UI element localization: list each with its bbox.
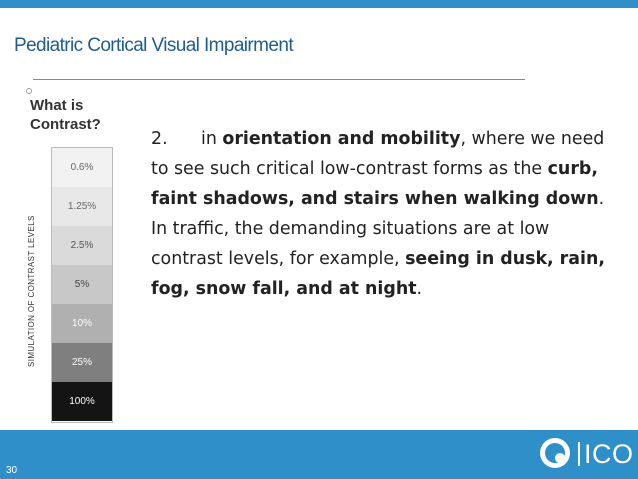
contrast-level: 10%: [52, 304, 112, 343]
body-text-segment: .: [416, 279, 423, 299]
list-number: 2.: [151, 129, 168, 149]
body-text-segment: , where we need to see such critical low-contrast forms as the: [151, 129, 605, 179]
logo-divider: [578, 442, 580, 466]
emphasis-conditions: seeing in dusk, rain, fog, snow fall, and at night: [151, 249, 605, 299]
contrast-level-strip: [51, 147, 113, 423]
body-text-segment: . In traffic, the demanding situations are at low contrast levels, for example,: [151, 189, 605, 269]
contrast-level: 25%: [52, 343, 112, 382]
body-paragraph: [151, 124, 621, 304]
emphasis-orientation: orientation and mobility: [222, 129, 461, 149]
bullet-dot: [26, 88, 32, 94]
figure-title: [30, 96, 101, 134]
figure-title-line2: Contrast?: [30, 116, 101, 133]
title-divider: [33, 79, 525, 80]
figure-vertical-label: SIMULATION OF CONTRAST LEVELS: [27, 215, 36, 367]
top-accent-bar: [0, 0, 638, 8]
contrast-level: 2.5%: [52, 226, 112, 265]
ico-logo: [538, 434, 634, 474]
contrast-level: 0.6%: [52, 148, 112, 187]
figure-title-line1: What is: [30, 97, 84, 114]
contrast-level: 1.25%: [52, 187, 112, 226]
page-number: 30: [6, 465, 18, 476]
contrast-figure: [24, 88, 136, 423]
ico-seal-icon: [540, 438, 570, 468]
contrast-level: 100%: [52, 382, 112, 421]
logo-text: ICO: [584, 439, 634, 469]
slide-title: Pediatric Cortical Visual Impairment: [14, 35, 293, 56]
body-text-segment: in: [201, 129, 223, 149]
contrast-level: 5%: [52, 265, 112, 304]
emphasis-curb: curb, faint shadows, and stairs when walking down: [151, 159, 599, 209]
